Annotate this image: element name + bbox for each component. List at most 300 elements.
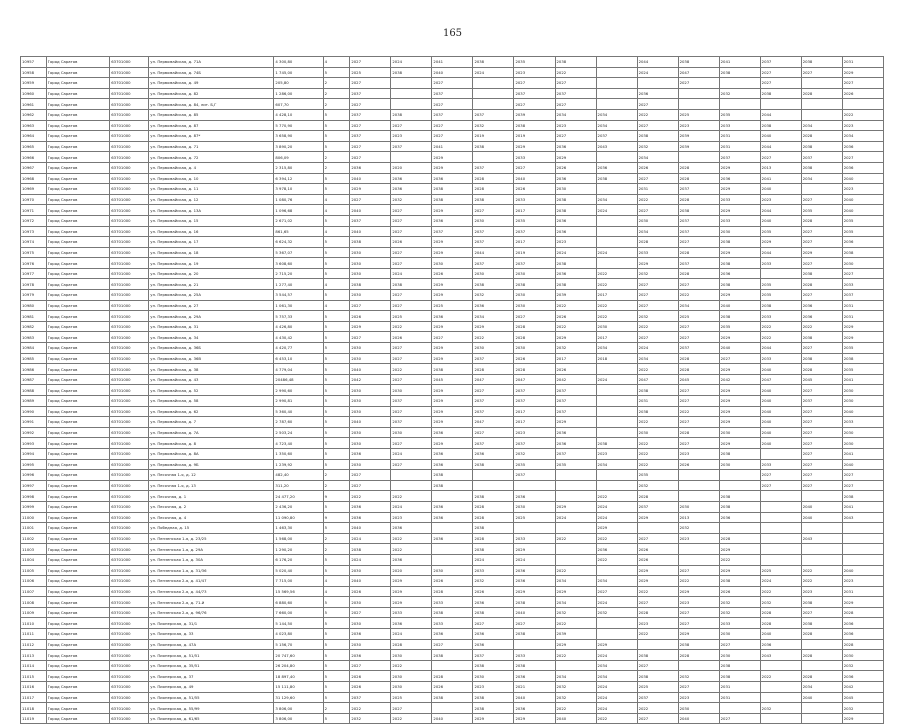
table-cell — [760, 682, 801, 693]
table-cell: 2039 — [678, 131, 719, 142]
table-cell: 2022 — [760, 671, 801, 682]
table-cell: 2037 — [473, 109, 514, 120]
table-cell: 2038 — [719, 67, 760, 78]
table-cell: 2032 — [678, 523, 719, 534]
table-cell: 2029 — [432, 396, 473, 407]
table-cell: 2026 — [555, 364, 596, 375]
table-cell — [760, 713, 801, 724]
table-cell: 2027 — [801, 194, 842, 205]
table-cell: ул. Первомайская, д. 82 — [149, 88, 274, 99]
table-cell: 2027 — [350, 194, 391, 205]
table-cell: 2022 — [473, 332, 514, 343]
table-cell: 63701000 — [110, 491, 149, 502]
table-cell: 2040 — [842, 194, 883, 205]
table-cell: 2030 — [637, 215, 678, 226]
table-cell: 6 880,60 — [274, 597, 323, 608]
table-cell: 2027 — [350, 332, 391, 343]
table-cell: 2027 — [514, 311, 555, 322]
table-cell: 2022 — [555, 67, 596, 78]
table-cell: 1 568,00 — [274, 533, 323, 544]
table-cell: 2030 — [842, 650, 883, 661]
table-cell: 63701000 — [110, 152, 149, 163]
table-cell: 2030 — [555, 184, 596, 195]
table-cell: 2037 — [473, 396, 514, 407]
table-cell: Город Саратов — [46, 343, 110, 354]
table-cell: 2034 — [637, 353, 678, 364]
table-cell: 63701000 — [110, 162, 149, 173]
table-cell: 2029 — [391, 597, 432, 608]
table-cell: 63701000 — [110, 374, 149, 385]
table-cell: 63701000 — [110, 184, 149, 195]
table-cell: 10988 — [21, 385, 47, 396]
table-cell: Город Саратов — [46, 88, 110, 99]
table-cell — [801, 713, 842, 724]
table-cell: ул. Первомайская, д. 8 — [149, 438, 274, 449]
table-cell: Город Саратов — [46, 385, 110, 396]
table-cell: 2030 — [350, 459, 391, 470]
table-row — [21, 290, 884, 301]
table-cell: 2029 — [719, 396, 760, 407]
table-cell: 2034 — [596, 459, 637, 470]
table-cell: ул. Песочная, д. 2 — [149, 501, 274, 512]
table-cell — [432, 544, 473, 555]
table-cell: 2027 — [842, 78, 883, 89]
table-cell: 5 360,40 — [274, 406, 323, 417]
table-cell: 2027 — [801, 480, 842, 491]
table-cell: 2027 — [678, 396, 719, 407]
table-cell: 4 723,40 — [274, 438, 323, 449]
table-cell: 2030 — [719, 427, 760, 438]
table-cell: 2036 — [596, 544, 637, 555]
table-cell: 5 770,90 — [274, 120, 323, 131]
table-cell: 63701000 — [110, 523, 149, 534]
table-cell: 2034 — [596, 194, 637, 205]
table-cell: 2027 — [678, 321, 719, 332]
table-cell: 2027 — [801, 438, 842, 449]
table-cell: 2036 — [555, 215, 596, 226]
table-row — [21, 650, 884, 661]
table-cell: ул. Первомайская, д. 74Б — [149, 67, 274, 78]
table-cell: 4 428,10 — [274, 109, 323, 120]
table-cell: 2028 — [801, 88, 842, 99]
table-cell: 2037 — [473, 353, 514, 364]
table-cell: 2022 — [637, 629, 678, 640]
table-cell: 2022 — [637, 703, 678, 714]
table-cell: 2040 — [350, 576, 391, 587]
table-cell: 63701000 — [110, 586, 149, 597]
table-cell: 2033 — [391, 607, 432, 618]
table-row — [21, 501, 884, 512]
table-cell: 2017 — [514, 205, 555, 216]
table-cell: 2027 — [391, 205, 432, 216]
table-cell: 2045 — [432, 374, 473, 385]
table-cell — [391, 470, 432, 481]
table-cell: 2041 — [719, 57, 760, 68]
table-cell: ул. Пионерская, д. 31/1 — [149, 618, 274, 629]
table-cell: 63701000 — [110, 78, 149, 89]
table-cell — [801, 523, 842, 534]
table-cell: 2027 — [432, 639, 473, 650]
table-cell: 5 — [323, 321, 350, 332]
table-cell: Город Саратов — [46, 713, 110, 724]
table-cell: 2027 — [555, 78, 596, 89]
table-cell: 2023 — [760, 194, 801, 205]
table-cell: 2037 — [514, 258, 555, 269]
table-cell: 2024 — [596, 512, 637, 523]
table-cell: 2022 — [391, 491, 432, 502]
table-cell: 2023 — [678, 597, 719, 608]
table-cell: 2038 — [719, 258, 760, 269]
table-cell: 2040 — [350, 226, 391, 237]
table-cell: 10989 — [21, 396, 47, 407]
table-cell: 2027 — [350, 660, 391, 671]
table-cell: 15 111,80 — [274, 682, 323, 693]
table-cell: ул. Пионерская, д. 51/55 — [149, 692, 274, 703]
table-cell: 5 — [323, 501, 350, 512]
table-cell: 7 715,00 — [274, 576, 323, 587]
table-cell: 2038 — [842, 247, 883, 258]
table-cell: 2026 — [842, 88, 883, 99]
table-cell — [678, 99, 719, 110]
table-cell: 2040 — [842, 205, 883, 216]
table-cell — [842, 533, 883, 544]
table-cell: 63701000 — [110, 131, 149, 142]
table-cell: Город Саратов — [46, 396, 110, 407]
table-cell — [596, 385, 637, 396]
table-cell: 2044 — [473, 247, 514, 258]
table-cell: 63701000 — [110, 480, 149, 491]
table-cell — [432, 660, 473, 671]
table-cell: 2029 — [719, 406, 760, 417]
table-cell: 2040 — [719, 300, 760, 311]
table-cell: 10975 — [21, 247, 47, 258]
table-cell: 2027 — [719, 713, 760, 724]
table-cell: ул. Первомайская, д. 49 — [149, 78, 274, 89]
table-cell: Город Саратов — [46, 459, 110, 470]
table-cell: 2033 — [514, 650, 555, 661]
table-cell: 2038 — [350, 237, 391, 248]
table-row — [21, 152, 884, 163]
table-cell: 2029 — [719, 162, 760, 173]
table-cell: ул. Пензенская 2-я, д. 44/73 — [149, 586, 274, 597]
table-cell: ул. Первомайская, д. 7А — [149, 427, 274, 438]
table-cell: 11000 — [21, 512, 47, 523]
table-cell: 2034 — [473, 311, 514, 322]
table-cell: 2038 — [432, 184, 473, 195]
table-cell: 2036 — [391, 618, 432, 629]
table-cell: 2026 — [432, 682, 473, 693]
table-cell: 3 978,10 — [274, 184, 323, 195]
table-cell: 2027 — [350, 607, 391, 618]
table-cell: 2022 — [678, 576, 719, 587]
table-cell — [596, 88, 637, 99]
table-cell — [801, 660, 842, 671]
table-cell: 2027 — [350, 480, 391, 491]
table-cell: 2028 — [432, 586, 473, 597]
table-cell — [760, 533, 801, 544]
table-cell: 2022 — [350, 491, 391, 502]
table-cell: 2027 — [760, 78, 801, 89]
table-cell: 2025 — [514, 512, 555, 523]
table-cell — [678, 88, 719, 99]
table-cell: 2031 — [719, 682, 760, 693]
table-cell: 2037 — [473, 226, 514, 237]
table-cell: 2028 — [801, 650, 842, 661]
table-cell: 2022 — [637, 194, 678, 205]
table-cell: 2022 — [555, 300, 596, 311]
table-cell: 10973 — [21, 226, 47, 237]
table-cell: 2036 — [473, 448, 514, 459]
table-cell: 5 — [323, 364, 350, 375]
table-cell — [678, 554, 719, 565]
table-cell: 2029 — [432, 205, 473, 216]
table-cell: 2027 — [391, 290, 432, 301]
table-cell: 2027 — [842, 268, 883, 279]
table-cell: 2028 — [801, 215, 842, 226]
table-cell: Город Саратов — [46, 290, 110, 301]
table-cell: ул. Первомайская, д. 11 — [149, 184, 274, 195]
table-cell: 2036 — [842, 237, 883, 248]
table-cell: 2030 — [432, 258, 473, 269]
table-cell: 2037 — [596, 131, 637, 142]
table-cell: 2028 — [760, 618, 801, 629]
table-cell: 4 — [323, 226, 350, 237]
table-cell: Город Саратов — [46, 565, 110, 576]
table-cell: 2038 — [473, 279, 514, 290]
table-cell: 2036 — [432, 501, 473, 512]
table-cell — [596, 67, 637, 78]
table-cell: 2027 — [801, 237, 842, 248]
table-cell: 2036 — [842, 162, 883, 173]
table-cell: 2041 — [842, 374, 883, 385]
table-cell — [555, 480, 596, 491]
table-cell: 5 — [323, 173, 350, 184]
table-cell: 2043 — [842, 512, 883, 523]
table-cell: 10999 — [21, 501, 47, 512]
table-cell: 2030 — [514, 268, 555, 279]
table-cell: 2036 — [391, 184, 432, 195]
table-cell: 2038 — [432, 692, 473, 703]
table-cell: 11018 — [21, 703, 47, 714]
table-cell: 2038 — [473, 703, 514, 714]
table-cell: 2037 — [350, 215, 391, 226]
table-cell: 2027 — [473, 205, 514, 216]
table-cell: 10996 — [21, 470, 47, 481]
table-cell: 2032 — [555, 607, 596, 618]
table-cell: 2029 — [391, 586, 432, 597]
table-cell: 2040 — [432, 713, 473, 724]
table-cell: 2038 — [760, 300, 801, 311]
table-row — [21, 311, 884, 322]
table-cell: 2027 — [678, 78, 719, 89]
table-cell: Город Саратов — [46, 184, 110, 195]
table-cell: Город Саратов — [46, 491, 110, 502]
table-cell: 2027 — [760, 67, 801, 78]
table-cell — [801, 78, 842, 89]
table-cell: 10964 — [21, 131, 47, 142]
table-cell: 2027 — [637, 332, 678, 343]
table-cell: 2 — [323, 78, 350, 89]
table-cell: 2040 — [842, 406, 883, 417]
table-cell: 3 806,00 — [274, 713, 323, 724]
table-cell: Город Саратов — [46, 586, 110, 597]
table-cell: 2024 — [391, 57, 432, 68]
table-cell: 2030 — [391, 385, 432, 396]
table-cell: 2030 — [350, 597, 391, 608]
table-cell: 2033 — [514, 533, 555, 544]
table-cell: 2022 — [596, 311, 637, 322]
table-cell: 2036 — [350, 448, 391, 459]
table-cell: 10974 — [21, 237, 47, 248]
table-cell: ул. Первомайская, д. 16 — [149, 226, 274, 237]
table-cell: 2027 — [391, 343, 432, 354]
table-cell: 2037 — [350, 692, 391, 703]
table-cell: 2040 — [760, 184, 801, 195]
table-cell: 2026 — [514, 353, 555, 364]
table-cell: 2037 — [391, 396, 432, 407]
table-cell: 2038 — [514, 629, 555, 640]
table-cell: 2029 — [719, 438, 760, 449]
table-cell: 2029 — [555, 152, 596, 163]
table-cell: Город Саратов — [46, 512, 110, 523]
table-cell: 2027 — [350, 470, 391, 481]
table-cell: 2033 — [514, 194, 555, 205]
table-cell: 5 156,70 — [274, 639, 323, 650]
table-cell: 2028 — [514, 321, 555, 332]
table-cell — [596, 406, 637, 417]
table-cell: 2022 — [596, 491, 637, 502]
table-cell: 2038 — [514, 279, 555, 290]
table-cell: 2034 — [555, 109, 596, 120]
table-cell: 2033 — [473, 565, 514, 576]
table-cell: 2033 — [760, 353, 801, 364]
table-cell: 2037 — [473, 650, 514, 661]
table-cell: 2028 — [432, 671, 473, 682]
table-cell: 63701000 — [110, 470, 149, 481]
table-cell: 10991 — [21, 417, 47, 428]
table-row — [21, 353, 884, 364]
table-cell: ул. Первомайская, д. 38 — [149, 364, 274, 375]
table-cell: 2024 — [596, 247, 637, 258]
table-cell: 63701000 — [110, 459, 149, 470]
table-cell: 2 315,80 — [274, 162, 323, 173]
table-cell: 2029 — [473, 713, 514, 724]
table-cell: 3 544,57 — [274, 290, 323, 301]
table-cell: 4 — [323, 194, 350, 205]
table-cell: 2034 — [678, 300, 719, 311]
table-cell: 2017 — [596, 290, 637, 301]
table-cell: 2038 — [555, 205, 596, 216]
table-cell — [596, 629, 637, 640]
table-cell: 2028 — [842, 607, 883, 618]
table-cell: 2036 — [555, 173, 596, 184]
table-cell: 10997 — [21, 480, 47, 491]
table-cell: ул. Пионерская, д. 49 — [149, 682, 274, 693]
table-row — [21, 607, 884, 618]
table-cell: 2023 — [514, 67, 555, 78]
table-cell: 2029 — [637, 258, 678, 269]
table-cell: 2030 — [391, 682, 432, 693]
table-cell: 2041 — [842, 448, 883, 459]
table-cell: 5 — [323, 258, 350, 269]
table-cell: 5 — [323, 427, 350, 438]
table-cell: 2022 — [637, 364, 678, 375]
table-cell: 3 890,20 — [274, 141, 323, 152]
table-cell: 10995 — [21, 459, 47, 470]
table-cell: 2027 — [637, 173, 678, 184]
table-cell: Город Саратов — [46, 353, 110, 364]
table-cell: 2029 — [719, 364, 760, 375]
table-row — [21, 173, 884, 184]
table-cell: 5 — [323, 396, 350, 407]
table-cell: 63701000 — [110, 99, 149, 110]
table-cell: ул. Первомайская, д. 62 — [149, 406, 274, 417]
table-cell: 10966 — [21, 152, 47, 163]
table-cell: 2032 — [514, 448, 555, 459]
table-cell: Город Саратов — [46, 67, 110, 78]
table-cell: 10993 — [21, 438, 47, 449]
table-cell: 2042 — [842, 682, 883, 693]
table-cell: 2027 — [350, 152, 391, 163]
table-cell: Город Саратов — [46, 109, 110, 120]
table-cell: 2028 — [678, 427, 719, 438]
table-cell: 2025 — [678, 109, 719, 120]
table-cell: 2023 — [678, 533, 719, 544]
table-cell: 2035 — [842, 215, 883, 226]
table-cell: ул. Первомайская, д. 13А — [149, 205, 274, 216]
table-cell: 5 — [323, 629, 350, 640]
table-cell: 2028 — [473, 501, 514, 512]
table-cell: 2023 — [391, 512, 432, 523]
table-cell: 1 080,76 — [274, 194, 323, 205]
table-cell — [719, 470, 760, 481]
table-cell: 2032 — [473, 120, 514, 131]
table-cell — [432, 491, 473, 502]
table-cell: 2027 — [432, 332, 473, 343]
table-cell: 11 090,80 — [274, 512, 323, 523]
table-cell: 2044 — [637, 57, 678, 68]
table-cell: 2024 — [555, 247, 596, 258]
table-cell: 2024 — [473, 67, 514, 78]
table-cell: ул. Первомайская, д. 7 — [149, 417, 274, 428]
table-cell: Город Саратов — [46, 215, 110, 226]
table-cell: ул. Пионерская, д. 55/99 — [149, 703, 274, 714]
table-cell: Город Саратов — [46, 470, 110, 481]
table-cell: 10957 — [21, 57, 47, 68]
table-cell: Город Саратов — [46, 268, 110, 279]
table-cell: 2026 — [555, 162, 596, 173]
table-row — [21, 258, 884, 269]
table-cell: 2038 — [719, 660, 760, 671]
table-cell: 63701000 — [110, 268, 149, 279]
table-row — [21, 682, 884, 693]
table-cell: 2040 — [801, 501, 842, 512]
table-cell: 2029 — [514, 713, 555, 724]
table-cell: 2044 — [760, 343, 801, 354]
table-cell: 2041 — [432, 141, 473, 152]
table-cell: 63701000 — [110, 194, 149, 205]
table-cell: 2027 — [719, 639, 760, 650]
table-cell: 2035 — [514, 459, 555, 470]
table-cell: ул. Первомайская, д. 34 — [149, 332, 274, 343]
table-cell: 2037 — [432, 88, 473, 99]
table-cell: 2039 — [555, 290, 596, 301]
table-cell: 4 — [323, 300, 350, 311]
table-cell: 63701000 — [110, 671, 149, 682]
table-cell: 2024 — [473, 554, 514, 565]
table-cell: 2 990,60 — [274, 385, 323, 396]
table-cell — [760, 268, 801, 279]
